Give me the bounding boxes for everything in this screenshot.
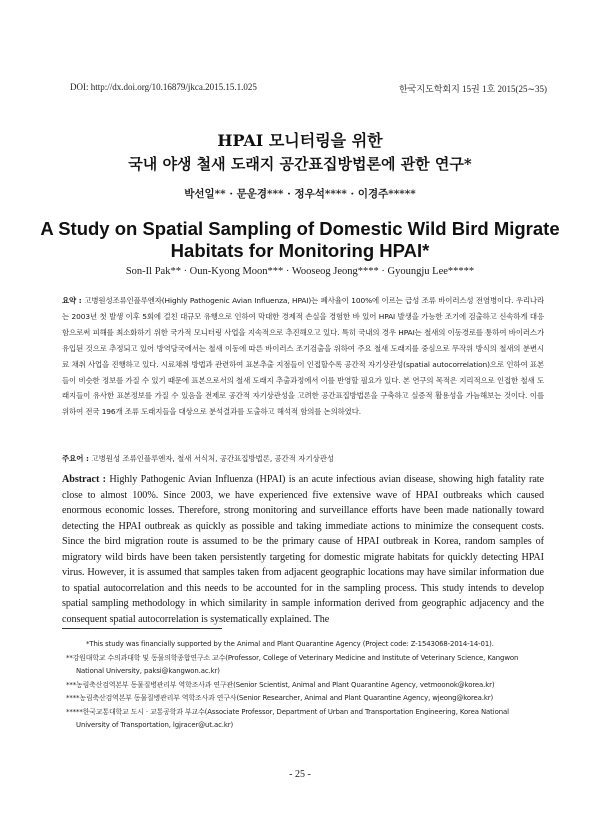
english-abstract-label: Abstract : xyxy=(62,474,110,485)
page-number: - 25 - xyxy=(289,769,311,780)
journal-citation: 한국지도학회지 15권 1호 2015(25∼35) xyxy=(398,84,547,94)
english-title-line2: Habitats for Monitoring HPAI* xyxy=(170,240,430,261)
english-title-line1: A Study on Spatial Sampling of Domestic Wild Bird Migrate xyxy=(40,218,560,239)
korean-abstract-label: 요약 : xyxy=(62,296,85,305)
korean-keywords-text: 고병원성 조류인플루엔자, 철새 서식처, 공간표집방법론, 공간적 자기상관성 xyxy=(91,454,334,463)
footnote-author-1: **강원대학교 수의과대학 및 동물의학종합연구소 교수(Professor, College of Veterinary Medicine and Institute of Veterinary Science, Kangwon National University, paksi@kangwon.ac.kr) xyxy=(66,653,519,675)
footnotes xyxy=(62,638,544,733)
footnote-author-3: ****농림축산검역본부 동물질병관리부 역학조사과 연구사(Senior Researcher, Animal and Plant Quarantine Agency, wjeong@korea.kr) xyxy=(66,694,494,702)
korean-title-line1: HPAI 모니터링을 위한 xyxy=(217,131,383,150)
korean-title-line2: 국내 야생 철새 도래지 공간표집방법론에 관한 연구* xyxy=(128,155,472,173)
korean-authors: 박선일** · 문운경*** · 정우석**** · 이경주***** xyxy=(184,188,416,200)
footnote-funding: *This study was financially supported by the Animal and Plant Quarantine Agency (Project code: Z-1543068-2014-14-01). xyxy=(86,640,494,648)
english-abstract xyxy=(62,472,544,627)
korean-keywords-label: 주요어 : xyxy=(62,454,92,463)
korean-abstract-text: 고병원성조류인플루엔자(Highly Pathogenic Avian Influenza, HPAI)는 폐사율이 100%에 이르는 급성 조류 바이러스성 전염병이다. 우리나라는 2003년 첫 발생 이후 5회에 걸친 대규모 유행으로 인하여 막대한 경제적 손실을 경험한 바 있어 HPAI 발생을 가능한 조기에 검출하고 신속하게 대응함으로써 피해를 최소화하기 위한 국가적 모니터링 사업을 지속적으로 추진해오고 있다. 특히 국내의 경우 HPAI는 철새의 이동경로를 통하여 바이러스가 유입된 것으로 추정되고 있어 방역당국에서는 철새 이동에 따른 바이러스 조기검출을 위하여 주요 철새 도래지를 중심으로 무작위 방식의 철새의 분변시료 채취 사업을 진행하고 있다. 시료채취 방법과 관련하여 표본추출 지점들이 인접할수록 공간적 자기상관성(spatial autocorrelation)으로 인하여 표본들이 비슷한 정보를 가질 수 있기 때문에 표본으로서의 철새 도래지 추출과정에서 이를 반영할 필요가 있다. 본 연구의 목적은 지리적으로 인접한 철새 도래지들이 유사한 표본정보를 가질 수 있음을 전제로 공간적 자기상관성을 고려한 공간표집방법론을 구축하고 실증적 활용성을 가늠해보는 것이다. 이를 위하여 전국 196개 조류 도래지들을 대상으로 분석결과를 도출하고 해석적 함의를 논의하였다. xyxy=(62,296,544,417)
korean-keywords xyxy=(62,453,544,464)
footnote-author-4: *****한국교통대학교 도시 · 교통공학과 부교수(Associate Professor, Department of Urban and Transportation Engineering, Korea National University of Transportation, lgjracer@ut.ac.kr) xyxy=(66,707,509,729)
doi-text: DOI: http://dx.doi.org/10.16879/jkca.2015.15.1.025 xyxy=(70,82,257,92)
footnote-author-2: ***농림축산검역본부 동물질병관리부 역학조사과 연구관(Senior Scientist, Animal and Plant Quarantine Agency, vetmoonok@korea.kr) xyxy=(66,680,495,689)
english-abstract-text: Highly Pathogenic Avian Influenza (HPAI) is an acute infectious avian disease, showing high fatality rate close to almost 100%. Since 2003, we have experienced five extensive wave of HPAI outbreaks which caused enormous economic losses. Therefore, strong monitoring and surveillance efforts have been made nationally toward detecting the HPAI outbreak as quickly as possible and taking immediate actions to minimize the consequent costs. Since the bird migration route is assumed to be the primary cause of HPAI outbreak in Korea, random samples of migratory wild birds have been taken persistently targeting for domestic migrate habitats for quickly detecting HPAI virus. However, it is assumed that samples taken from adjacent geographic locations may have similar information due to spatial autocorrelation and this needs to be accounted for in the sampling process. This study intends to develop spatial sampling methodology in which similarity in sample information derived from geographic adjacency and the consequent spatial autocorrelation is systematically explained. The xyxy=(62,474,544,625)
english-authors: Son-Il Pak** · Oun-Kyong Moon*** · Wooseog Jeong**** · Gyoungju Lee***** xyxy=(125,266,475,277)
korean-abstract xyxy=(62,293,544,420)
footnote-divider xyxy=(62,628,222,629)
